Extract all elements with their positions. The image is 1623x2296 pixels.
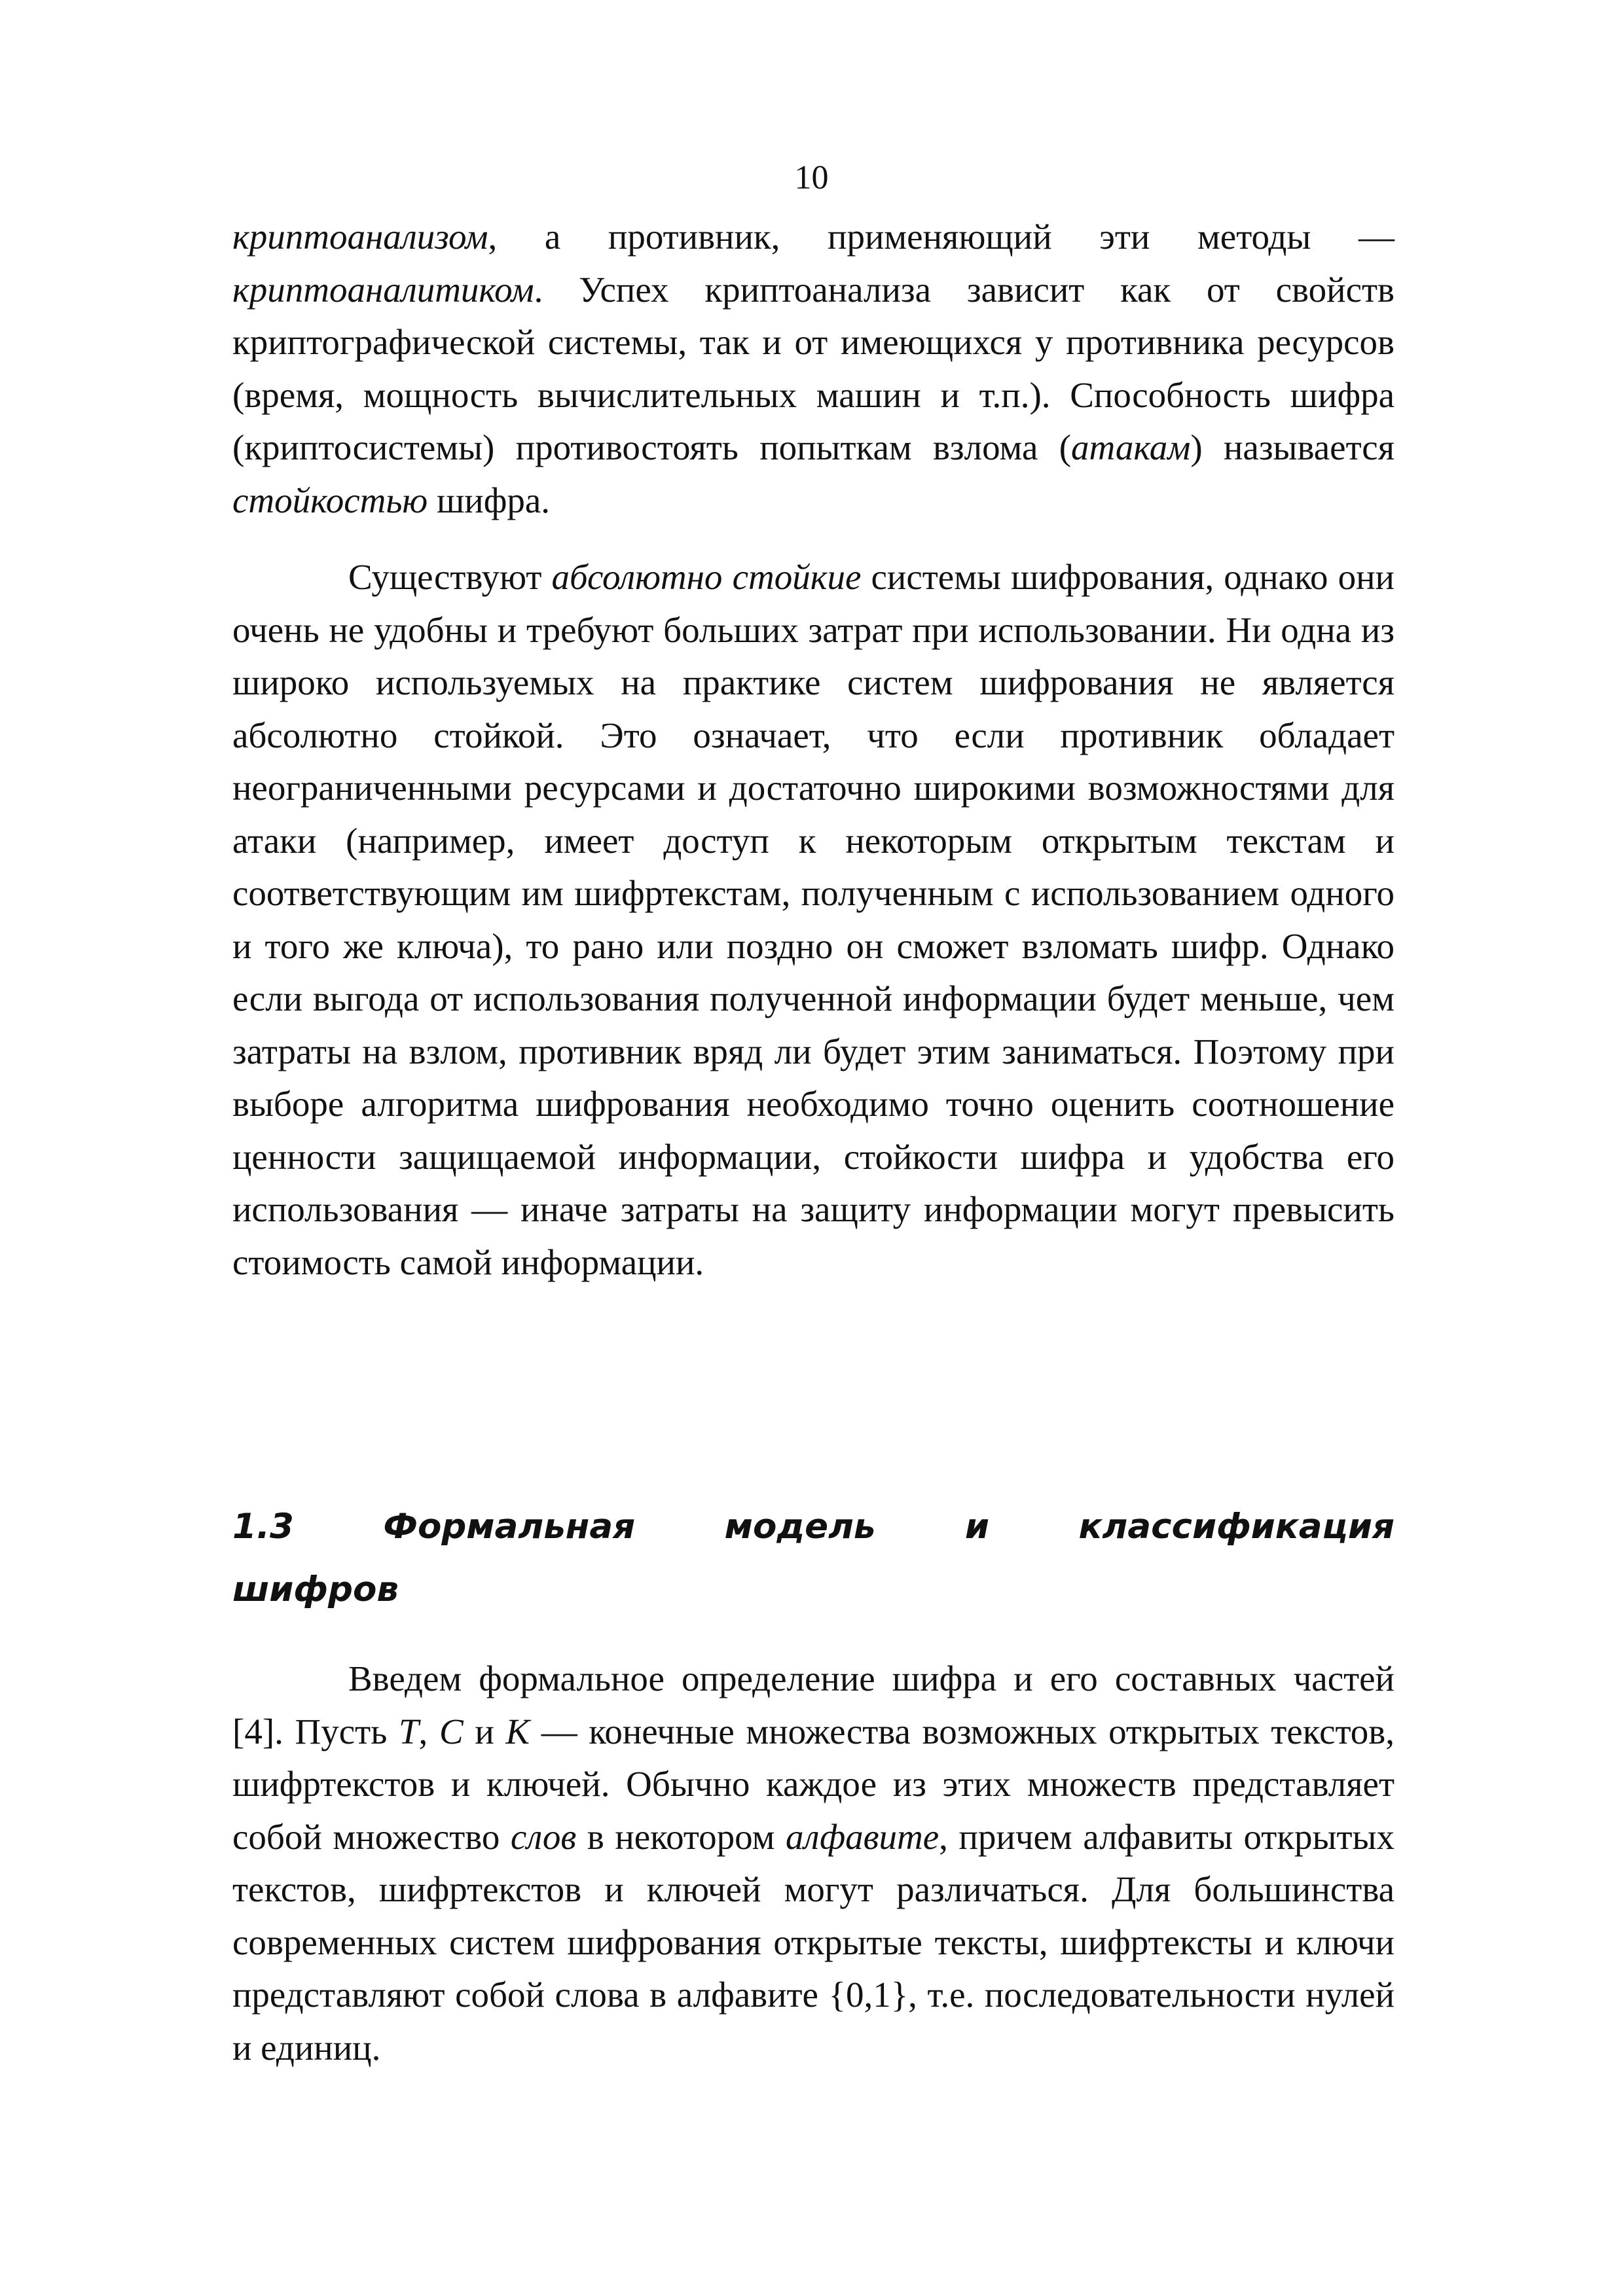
paragraph-absolute-strength [232,551,1395,1289]
variable-k: K [505,1711,530,1751]
variable-c: C [439,1711,464,1751]
term-alphabet: алфавите [785,1816,939,1857]
paragraph-formal-definition [232,1653,1395,2074]
term-absolutely-strong: абсолютно стойкие [551,557,862,597]
variable-t: T [398,1711,419,1751]
paragraph-text: в некотором [576,1816,786,1857]
paragraph-text: системы шифрования, однако они очень не удобны и требуют больших затрат при использовании. Ни одна из широко используемых на практике систем шифрования не является абсолютно стойкой. Это означает, что если противник обладает неограниченными ресурсами и достаточно широкими возможностями для атаки (например, имеет доступ к некоторым открытым текстам и соответствующим им шифртекстам, полученным с использованием одного и того же ключа), то рано или поздно он сможет взломать шифр. Однако если выгода от использования полученной информации будет меньше, чем затраты на взлом, противник вряд ли будет этим заниматься. Поэтому при выборе алгоритма шифрования необходимо точно оценить соотношение ценности защищаемой информации, стойкости шифра и удобства его использования — иначе затраты на защиту информации могут превысить стоимость самой информации. [232,557,1395,1282]
section-heading-line-2: шифров [232,1570,399,1609]
paragraph-text: , а противник, применяющий эти методы — [488,217,1395,257]
paragraph-text: — конечные множества возможных открытых текстов, шифртекстов и ключей. Обычно каждое из этих множеств представляет собой множество [232,1711,1395,1857]
paragraph-text: , [418,1711,439,1751]
paragraph-text: Существуют [348,557,552,597]
term-strength: стойкостью [232,480,428,520]
paragraph-text: и [463,1711,506,1751]
paragraph-text: ) называется [1190,427,1395,467]
paragraph-text: , причем алфавиты открытых текстов, шифртекстов и ключей могут различаться. Для большинства современных систем шифрования открытые тексты, шифртексты и ключи представляют собой слова в алфавите {0,1}, т.е. последовательности нулей и единиц. [232,1816,1395,2068]
paragraph-text: шифра. [428,480,551,520]
section-heading [232,1496,1395,1621]
paragraph-text: Введем формальное определение шифра и его составных частей [4]. Пусть [232,1659,1395,1751]
paragraph-cryptanalysis [232,211,1395,527]
paragraph-text: . Успех криптоанализа зависит как от свойств криптографической системы, так и от имеющихся у противника ресурсов (время, мощность вычислительных машин и т.п.). Способность шифра (криптосистемы) противостоять попыткам взлома ( [232,269,1395,467]
term-cryptanalysis: криптоанализом [232,217,488,257]
term-words: слов [510,1816,577,1857]
term-cryptanalyst: криптоаналитиком [232,269,534,310]
term-attacks: атакам [1071,427,1191,467]
page-number: 10 [794,159,829,196]
section-heading-line-1: 1.3 Формальная модель и классификация [232,1507,1395,1547]
